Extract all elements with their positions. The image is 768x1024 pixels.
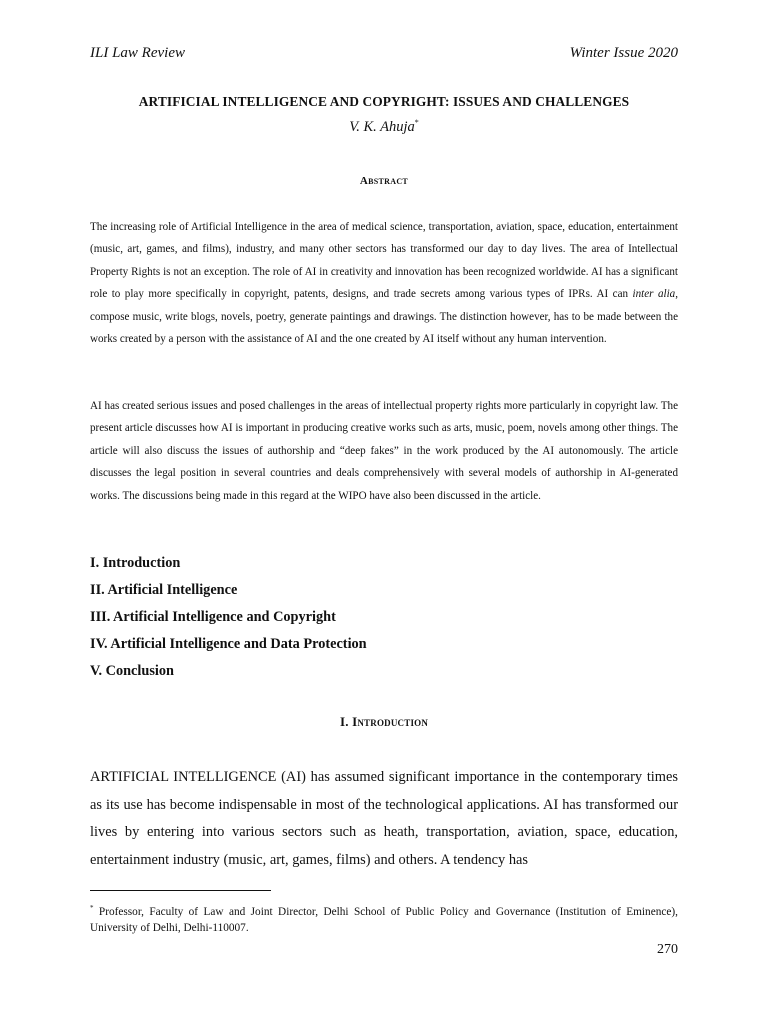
abstract-p1-part2: , compose music, write blogs, novels, poetry, generate paintings and drawings. The distinction however, has to be made between the works created by a person with the assistance of AI and the one created by AI itself without any human intervention. [90,288,678,346]
abstract-paragraph-2: AI has created serious issues and posed challenges in the areas of intellectual property rights more particularly in copyright law. The present article discusses how AI is important in producing creative works such as arts, music, poem, novels among other things. The article will also discuss the issues of authorship and “deep fakes” in the work produced by the AI autonomously. The article discusses the legal position in several countries and deals comprehensively with several models of authorship in AI-generated works. The discussions being made in this regard at the WIPO have also been discussed in the article. [90,400,678,502]
issue-label: Winter Issue 2020 [569,45,678,61]
page-number: 270 [657,942,678,957]
abstract-p1-part1: The increasing role of Artificial Intelligence in the area of medical science, transportation, aviation, space, education, entertainment (music, art, games, and films), industry, and many other sectors has transformed our day to day lives. The area of Intellectual Property Rights is not an exception. The role of AI in creativity and innovation has been recognized worldwide. AI has a significant role to play more specifically in copyright, patents, designs, and trade secrets among various types of IPRs. AI can [90,221,678,301]
footnote-marker: * [90,904,94,912]
toc-item-introduction: I. Introduction [90,555,181,571]
abstract-heading: Abstract [359,175,409,187]
author-name: V. K. Ahuja [349,118,415,135]
toc-item-ai-and-data-protection: IV. Artificial Intelligence and Data Protection [90,636,367,652]
article-title: ARTIFICIAL INTELLIGENCE AND COPYRIGHT: ISSUES AND CHALLENGES [138,94,630,109]
section-heading: I. Introduction [339,714,429,729]
footnote [90,900,678,937]
running-header [90,45,678,67]
article-author [60,118,708,136]
footnote-divider [90,890,271,891]
toc-item-ai-and-copyright: III. Artificial Intelligence and Copyright [90,609,336,625]
author-footnote-marker: * [414,118,419,127]
abstract-paragraph-1 [90,216,678,350]
journal-name: ILI Law Review [90,45,185,61]
toc-item-conclusion: V. Conclusion [90,663,174,679]
introduction-paragraph: ARTIFICIAL INTELLIGENCE (AI) has assumed significant importance in the contemporary times as its use has become indispensable in most of the technological applications. AI has transformed our lives by entering into various sectors such as heath, transportation, aviation, space, education, entertainment industry (music, art, games, films) and others. A tendency has [90,769,678,868]
table-of-contents [90,551,367,686]
abstract-p1-italic: inter alia [632,288,676,301]
toc-item-artificial-intelligence: II. Artificial Intelligence [90,582,238,598]
footnote-text: Professor, Faculty of Law and Joint Director, Delhi School of Public Policy and Governance (Institution of Eminence), University of Delhi, Delhi-110007. [90,905,678,935]
